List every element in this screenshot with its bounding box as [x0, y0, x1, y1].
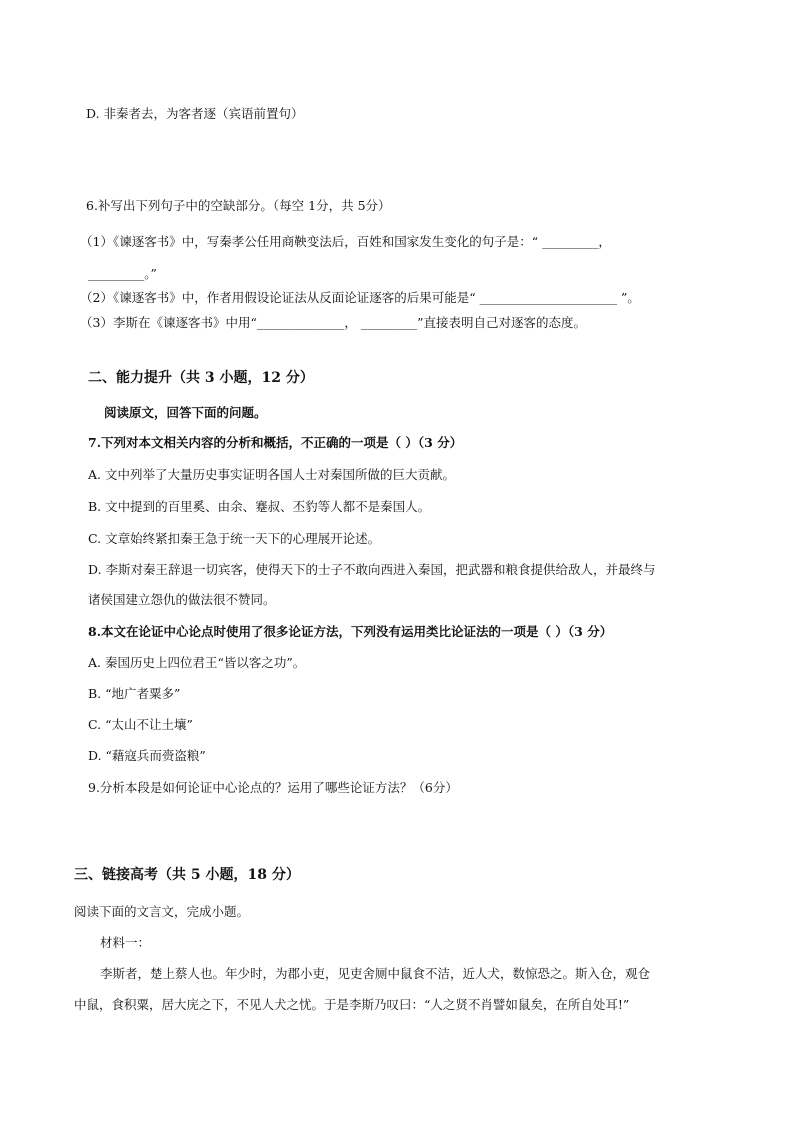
material-label: 材料一： [100, 935, 151, 950]
section2-heading: 二、能力提升（共 3 小题，12 分） [88, 370, 314, 386]
q6-item3: （3）李斯在《谏逐客书》中用“______________， _________”直接表明自己对逐客的态度。 [80, 315, 586, 330]
q6-title: 6.补写出下列句子中的空缺部分。（每空 1分，共 5分） [86, 198, 391, 213]
q6-item1-line1: （1）《谏逐客书》中，写秦孝公任用商鞅变法后，百姓和国家发生变化的句子是：“ _________， [80, 234, 611, 249]
q7-stem: 7.下列对本文相关内容的分析和概括，不正确的一项是（ ）（3 分） [88, 435, 463, 450]
passage-line1: 李斯者，楚上蔡人也。年少时，为郡小吏，见吏舍厕中鼠食不洁，近人犬，数惊恐之。斯入仓，观仓 [100, 966, 651, 981]
q8-option-a: A. 秦国历史上四位君王“皆以客之功”。 [88, 655, 306, 670]
q7-option-d-line2: 诸侯国建立怨仇的做法很不赞同。 [88, 592, 276, 607]
section3-instruction: 阅读下面的文言文，完成小题。 [74, 904, 250, 919]
q7-option-c: C. 文章始终紧扣秦王急于统一天下的心理展开论述。 [88, 531, 381, 546]
section2-instruction: 阅读原文，回答下面的问题。 [104, 405, 267, 420]
q5-option-d: D. 非秦者去，为客者逐（宾语前置句） [86, 106, 304, 121]
q9-stem: 9.分析本段是如何论证中心论点的？运用了哪些论证方法？（6分） [88, 780, 458, 795]
passage-line2: 中鼠，食积粟，居大庑之下，不见人犬之忧。于是李斯乃叹曰：“人之贤不肖譬如鼠矣，在所自处耳!” [74, 997, 630, 1012]
q6-item2: （2）《谏逐客书》中，作者用假设论证法从反面论证逐客的后果可能是“ ______________________ ”。 [80, 290, 640, 305]
section3-heading: 三、链接高考（共 5 小题，18 分） [74, 867, 300, 883]
q7-option-d-line1: D. 李斯对秦王辞退一切宾客，使得天下的士子不敢向西进入秦国，把武器和粮食提供给敌人，并最终与 [88, 562, 656, 577]
q7-option-b: B. 文中提到的百里奚、由余、蹇叔、丕豹等人都不是秦国人。 [88, 499, 431, 514]
q6-item1-line2: _________。” [88, 266, 157, 281]
q8-option-b: B. “地广者粟多” [88, 686, 181, 701]
q7-option-a: A. 文中列举了大量历史事实证明各国人士对秦国所做的巨大贡献。 [88, 467, 455, 482]
q8-option-d: D. “藉寇兵而赍盗粮” [88, 748, 206, 763]
q8-stem: 8.本文在论证中心论点时使用了很多论证方法，下列没有运用类比论证法的一项是（ ）（3 分） [88, 624, 613, 639]
q8-option-c: C. “太山不让土壤” [88, 717, 193, 732]
